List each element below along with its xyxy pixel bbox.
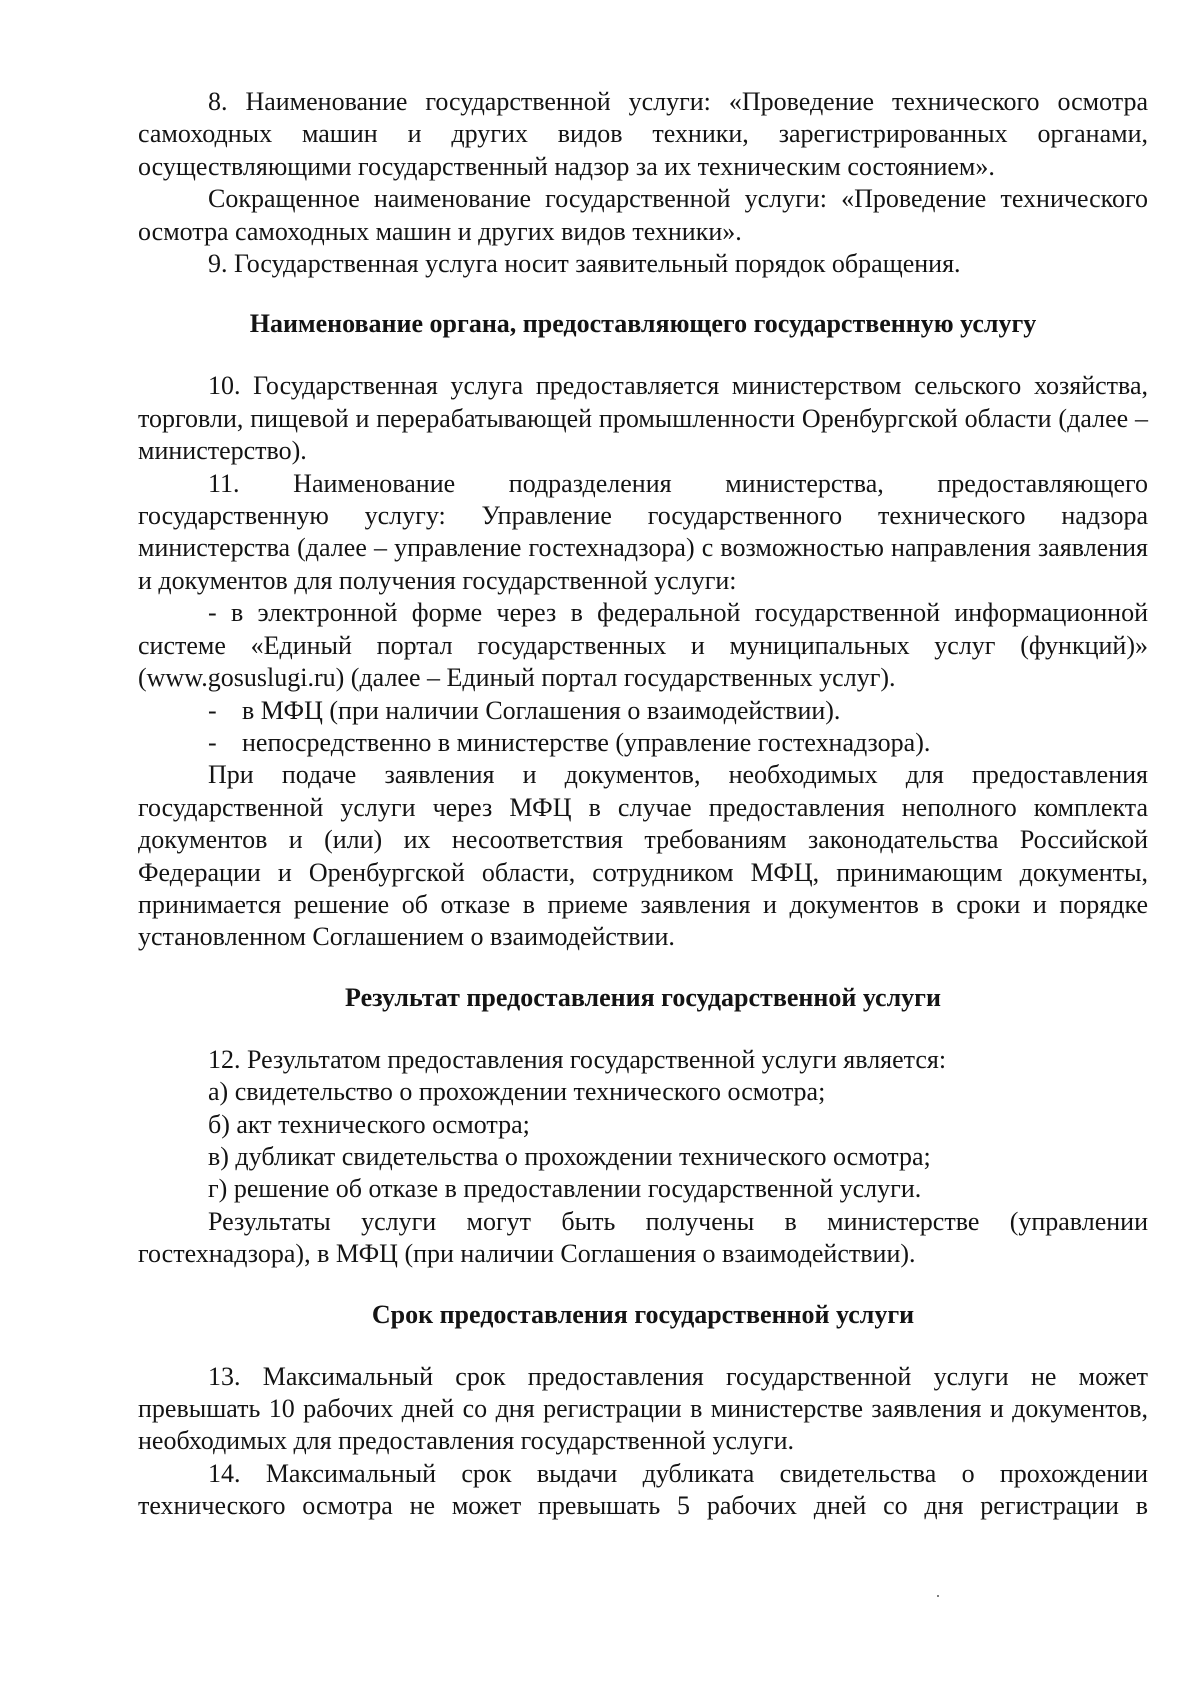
paragraph-11-electronic: - в электронной форме через в федеральной государственной информационной системе «Единый портал государственных и муниципальных услуг (функций)» (www.gosuslugi.ru) (далее – Единый портал государственных услуг).	[138, 598, 1148, 693]
paragraph-10: 10. Государственная услуга предоставляется министерством сельского хозяйства, торговли, пищевой и перерабатывающей промышленности Оренбургской области (далее – министерство).	[138, 371, 1148, 466]
paragraph-12-v: в) дубликат свидетельства о прохождении технического осмотра;	[208, 1141, 931, 1171]
paragraph-13: 13. Максимальный срок предоставления государственной услуги не может превышать 10 рабочих дней со дня регистрации в министерстве заявления и документов, необходимых для предоставления государственной услуги.	[138, 1361, 1148, 1456]
paragraph-11: 11. Наименование подразделения министерства, предоставляющего государственную услугу: Управление государственного технического надзора министерства (далее – управление гостехнадзора) с возможностью направления заявления и документов для получения государственной услуги:	[138, 468, 1148, 595]
heading-organ: Наименование органа, предоставляющего государственную услугу	[249, 309, 1037, 339]
paragraph-9: 9. Государственная услуга носит заявительный порядок обращения.	[208, 249, 961, 279]
paragraph-14: 14. Максимальный срок выдачи дубликата свидетельства о прохождении технического осмотра не может превышать 5 рабочих дней со дня регистрации в	[138, 1458, 1148, 1521]
dash-marker: -	[208, 695, 217, 725]
list-item-direct	[138, 727, 1148, 759]
paragraph-12: 12. Результатом предоставления государственной услуги является:	[208, 1044, 947, 1074]
list-item-mfc	[138, 695, 1148, 727]
paragraph-8: 8. Наименование государственной услуги: «Проведение технического осмотра самоходных машин и других видов техники, зарегистрированных органами, осуществляющими государственный надзор за их техническим состоянием».	[138, 87, 1148, 181]
heading-term: Срок предоставления государственной услуги	[371, 1299, 915, 1329]
paragraph-11-refusal: При подаче заявления и документов, необходимых для предоставления государственной услуги через МФЦ в случае предоставления неполного комплекта документов и (или) их несоответствия требованиям законодательства Российской Федерации и Оренбургской области, сотрудником МФЦ, принимающим документы, принимается решение об отказе в приеме заявления и документов в сроки и порядке установленном Соглашением о взаимодействии.	[138, 760, 1148, 952]
paragraph-12-g: г) решение об отказе в предоставлении государственной услуги.	[208, 1174, 922, 1204]
paragraph-12-a: а) свидетельство о прохождении технического осмотра;	[208, 1077, 826, 1107]
paragraph-8-short-name: Сокращенное наименование государственной услуги: «Проведение технического осмотра самоходных машин и других видов техники».	[138, 184, 1148, 246]
list-item-mfc-text: в МФЦ (при наличии Соглашения о взаимодействии).	[242, 695, 841, 725]
scan-speck	[937, 1595, 939, 1597]
heading-result: Результат предоставления государственной услуги	[345, 982, 941, 1012]
paragraph-12-where: Результаты услуги могут быть получены в министерстве (управлении гостехнадзора), в МФЦ (при наличии Соглашения о взаимодействии).	[138, 1206, 1148, 1269]
document-page	[138, 86, 1148, 1523]
dash-marker: -	[208, 727, 217, 757]
paragraph-12-b: б) акт технического осмотра;	[208, 1109, 530, 1139]
list-item-direct-text: непосредственно в министерстве (управление гостехнадзора).	[242, 727, 931, 757]
